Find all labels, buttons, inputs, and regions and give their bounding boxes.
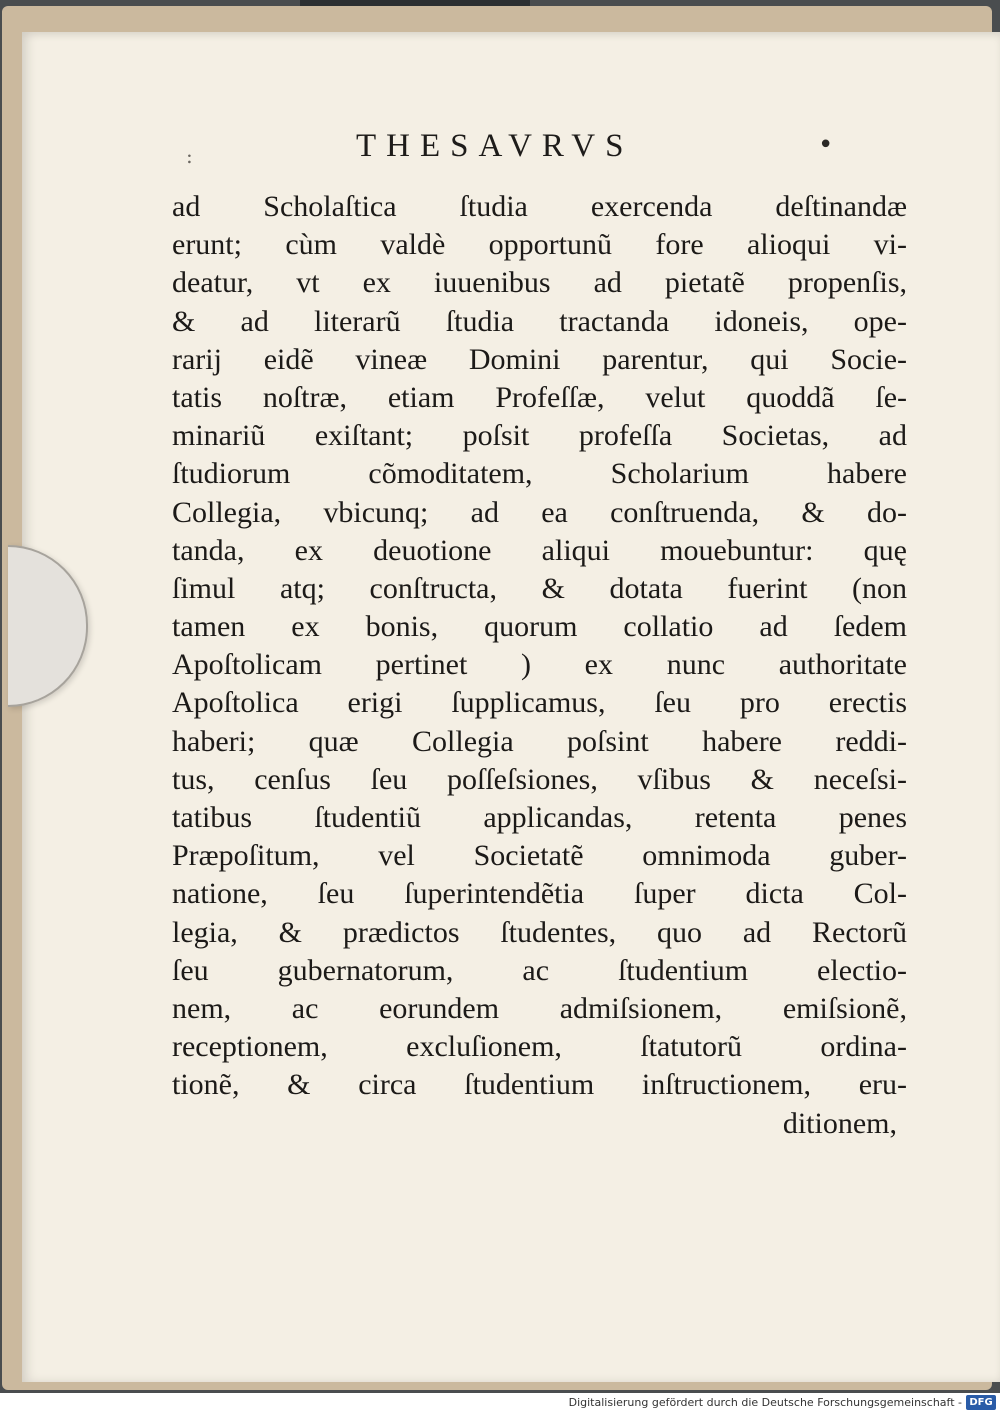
text-line: tionẽ, & circa ſtudentium inſtructionem, eru- xyxy=(172,1068,907,1102)
page-text xyxy=(172,188,907,1143)
text-line: tatis noſtræ, etiam Profeſſæ, velut quoddã ſe- xyxy=(172,380,907,414)
text-line: & ad literarũ ſtudia tractanda idoneis, ope- xyxy=(172,304,907,338)
text-line: nem, ac eorundem admiſsionem, emiſsionẽ, xyxy=(172,991,907,1025)
digitization-credit: Digitalisierung gefördert durch die Deutsche Forschungsgemeinschaft - xyxy=(568,1396,962,1409)
text-line: Collegia, vbicunq; ad ea conſtruenda, & do- xyxy=(172,495,907,529)
text-line: deatur, vt ex iuuenibus ad pietatẽ propenſis, xyxy=(172,266,907,300)
head-ornament: • xyxy=(818,130,834,160)
text-line: rarij eidẽ vineæ Domini parentur, qui Socie- xyxy=(172,342,907,376)
text-line: Apoſtolica erigi ſupplicamus, ſeu pro erectis xyxy=(172,686,907,720)
text-line: tus, cenſus ſeu poſſeſsiones, vſibus & neceſsi- xyxy=(172,762,907,796)
text-line: erunt; cùm valdè opportunũ fore alioqui vi- xyxy=(172,228,907,262)
text-line: minariũ exiſtant; poſsit profeſſa Societas, ad xyxy=(172,419,907,453)
text-line: natione, ſeu ſuperintendẽtia ſuper dicta Col- xyxy=(172,877,907,911)
dfg-logo: DFG xyxy=(966,1395,996,1410)
text-line: tamen ex bonis, quorum collatio ad ſedem xyxy=(172,610,907,644)
ink-speck: : xyxy=(186,144,193,168)
text-line: ſtudiorum cõmoditatem, Scholarium habere xyxy=(172,457,907,491)
text-line: tatibus ſtudentiũ applicandas, retenta penes xyxy=(172,801,907,834)
text-line: ſimul atq; conſtructa, & dotata fuerint (non xyxy=(172,571,907,605)
text-line: tanda, ex deuotione aliqui mouebuntur: quę xyxy=(172,533,907,567)
text-line: legia, & prædictos ſtudentes, quo ad Rectorũ xyxy=(172,915,907,949)
text-line: haberi; quæ Collegia poſsint habere reddi- xyxy=(172,724,907,758)
text-line: ſeu gubernatorum, ac ſtudentium electio- xyxy=(172,953,907,987)
running-head: THESAVRVS xyxy=(356,128,634,164)
text-line: ad Scholaſtica ſtudia exercenda deſtinandæ xyxy=(172,190,907,223)
text-line: Præpoſitum, vel Societatẽ omnimoda guber- xyxy=(172,839,907,873)
text-line: ditionem, xyxy=(782,1106,897,1140)
text-line: receptionem, excluſionem, ſtatutorũ ordina- xyxy=(172,1030,907,1064)
text-line: Apoſtolicam pertinet ) ex nunc authoritate xyxy=(172,648,907,682)
